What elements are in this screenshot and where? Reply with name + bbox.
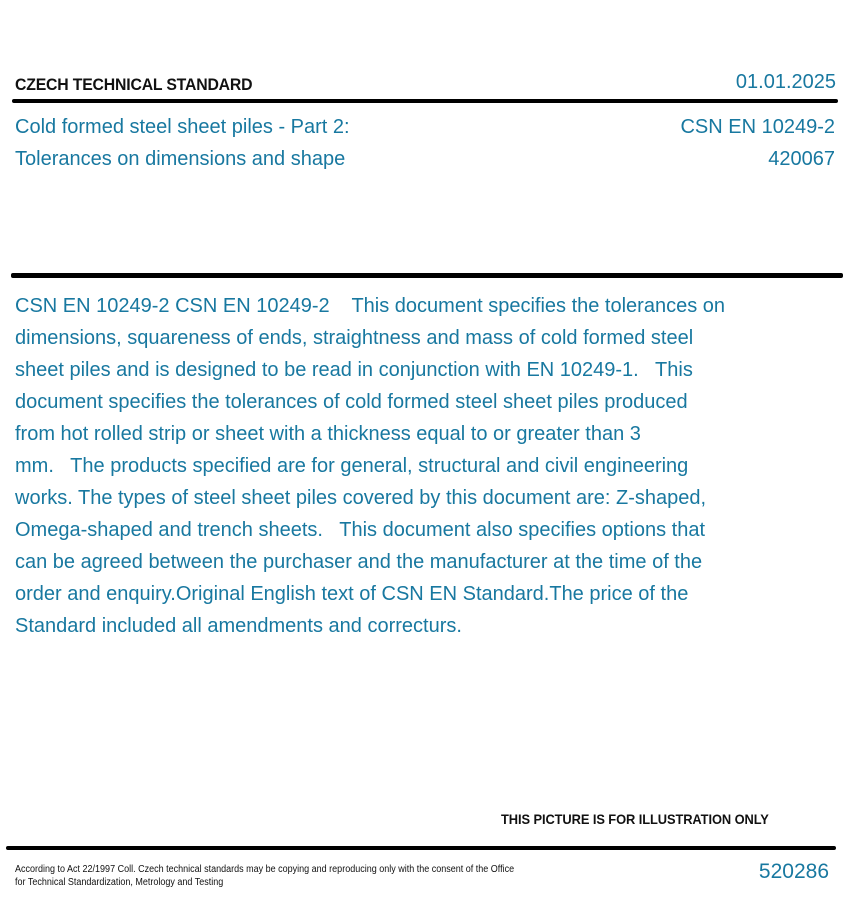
legal-notice [15,863,514,889]
abstract-line: sheet piles and is designed to be read in conjunction with EN 10249-1. This [15,359,693,381]
abstract-text [15,290,785,642]
classification-number: 420067 [768,148,835,170]
abstract-line: from hot rolled strip or sheet with a thickness equal to or greater than 3 [15,423,641,445]
abstract-line: Omega-shaped and trench sheets. This document also specifies options that [15,519,706,541]
document-title-line-1: Cold formed steel sheet piles - Part 2: [15,116,350,138]
abstract-line: Standard included all amendments and correcturs. [15,615,462,637]
legal-line-1: According to Act 22/1997 Coll. Czech technical standards may be copying and reproducing only with the consent of the Office [15,864,515,875]
abstract-line: mm. The products specified are for general, structural and civil engineering [15,455,689,477]
top-divider [12,99,838,103]
abstract-line: CSN EN 10249-2 CSN EN 10249-2 This document specifies the tolerances on [15,295,725,317]
abstract-line: document specifies the tolerances of cold formed steel sheet piles produced [15,391,688,413]
standard-code: CSN EN 10249-2 [680,116,835,138]
legal-line-2: for Technical Standardization, Metrology and Testing [15,877,224,888]
abstract-line: works. The types of steel sheet piles covered by this document are: Z-shaped, [15,487,707,509]
abstract-line: can be agreed between the purchaser and the manufacturer at the time of the [15,551,703,573]
abstract-line: order and enquiry.Original English text of CSN EN Standard.The price of the [15,583,689,605]
document-title-line-2: Tolerances on dimensions and shape [15,148,346,170]
header-title: CZECH TECHNICAL STANDARD [15,75,253,94]
illustration-notice: THIS PICTURE IS FOR ILLUSTRATION ONLY [501,811,769,827]
abstract-line: dimensions, squareness of ends, straightness and mass of cold formed steel [15,327,694,349]
bottom-divider [6,846,836,850]
footer-code: 520286 [758,860,829,883]
middle-divider [11,273,843,278]
effective-date: 01.01.2025 [735,71,836,93]
